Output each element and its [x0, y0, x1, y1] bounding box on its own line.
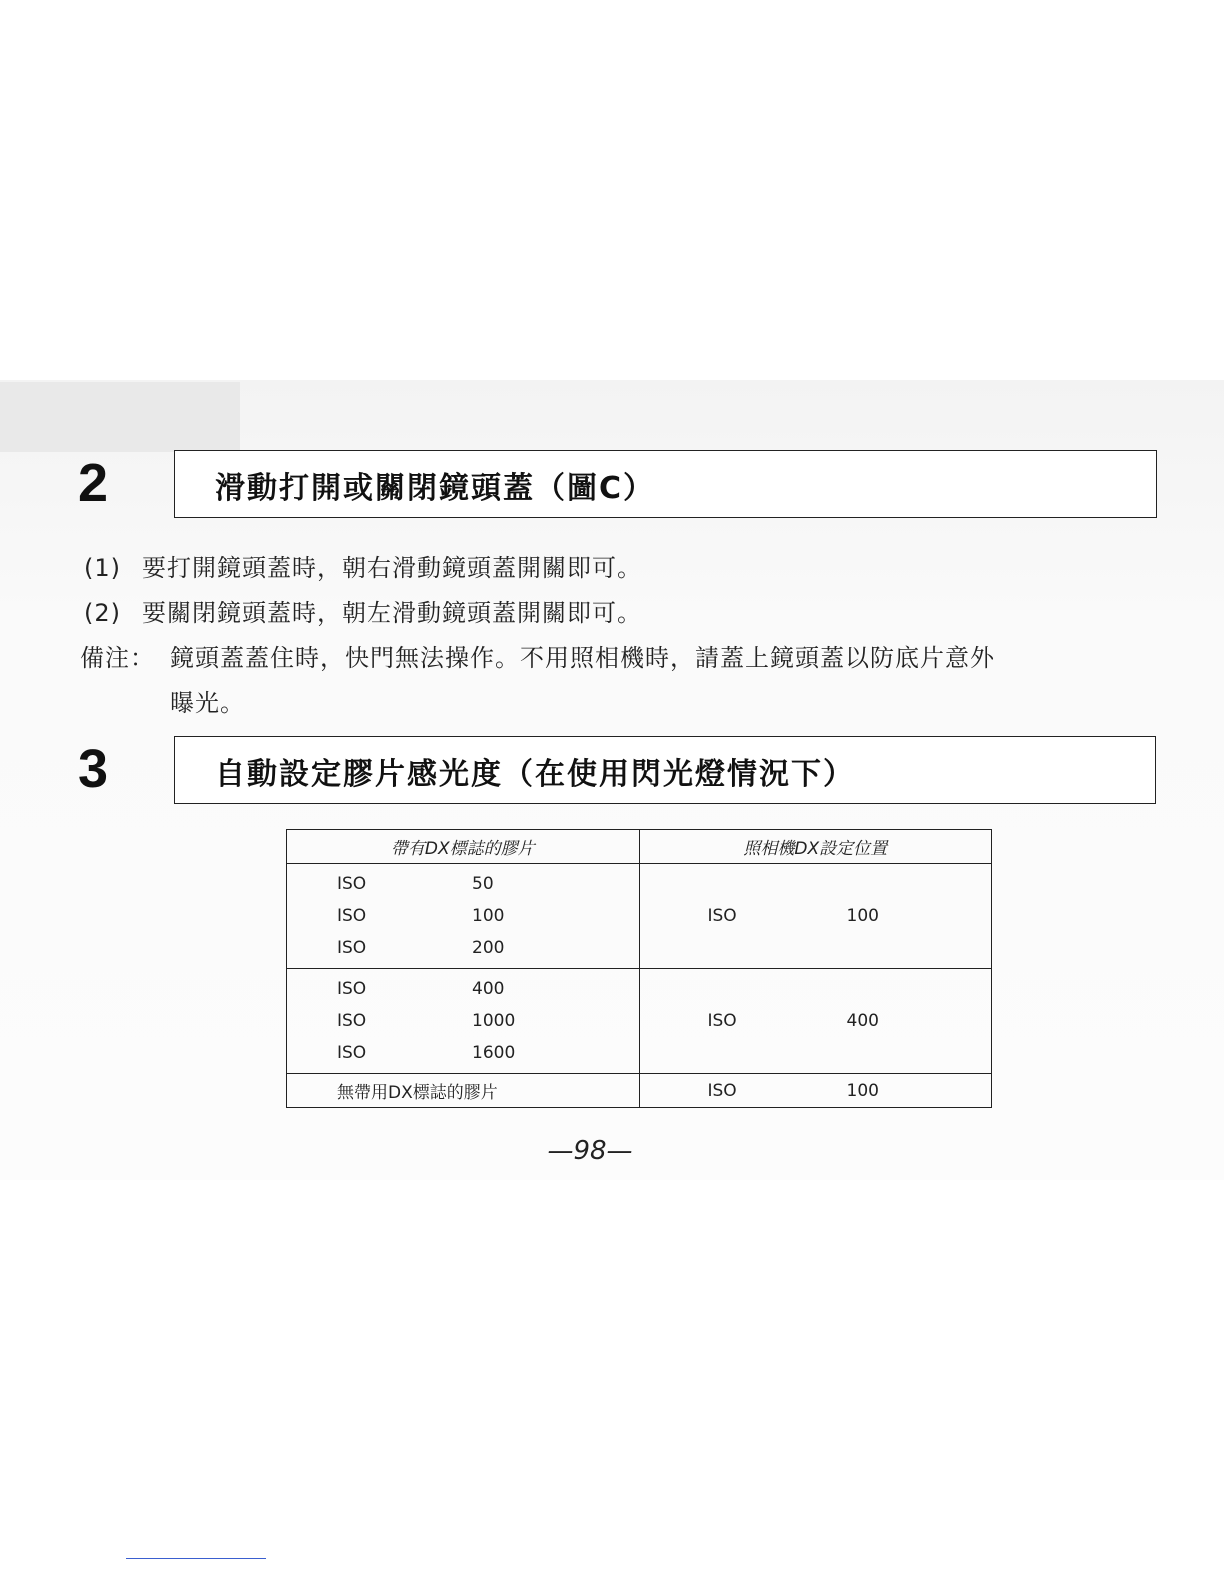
- iso-row: ISO 200: [337, 938, 505, 958]
- table-row: [287, 864, 992, 969]
- table-header-row: [287, 830, 992, 864]
- section-3-title: 自動設定膠片感光度（在使用閃光燈情況下）: [215, 757, 855, 792]
- section-2-number: 2: [78, 453, 109, 513]
- table-row: [287, 969, 992, 1074]
- blue-rule: [126, 1558, 266, 1559]
- item-2-text: 要關閉鏡頭蓋時，朝左滑動鏡頭蓋開關即可。: [142, 599, 642, 627]
- group-1-setting-cell: ISO 100: [639, 864, 992, 969]
- section-2-item-2: [84, 593, 642, 628]
- iso-row: ISO 1600: [337, 1043, 516, 1063]
- iso-row: ISO 100: [337, 906, 505, 926]
- section-3-number: 3: [78, 739, 109, 799]
- group-2-setting-cell: ISO 400: [639, 969, 992, 1074]
- item-1-label: (1): [84, 554, 121, 582]
- section-2-note-line-2: 曝光。: [170, 689, 245, 717]
- dx-setting-table: [286, 829, 992, 1108]
- iso-row: ISO 50: [337, 874, 494, 894]
- header-left: 帶有DX標誌的膠片: [287, 830, 640, 864]
- note-label: 備注：: [80, 644, 155, 672]
- iso-row: ISO 400: [337, 979, 505, 999]
- note-line-1: 鏡頭蓋蓋住時，快門無法操作。不用照相機時，請蓋上鏡頭蓋以防底片意外: [170, 644, 995, 672]
- item-1-text: 要打開鏡頭蓋時，朝右滑動鏡頭蓋開關即可。: [142, 554, 642, 582]
- group-2-film-cell: [287, 969, 640, 1074]
- section-2-note: [80, 638, 995, 673]
- iso-row: ISO 1000: [337, 1011, 516, 1031]
- section-2-title: 滑動打開或關閉鏡頭蓋（圖C）: [215, 471, 656, 506]
- section-2-item-1: [84, 548, 642, 583]
- header-right: 照相機DX設定位置: [639, 830, 992, 864]
- scan-shadow: [0, 382, 240, 452]
- section-3-title-box: [174, 736, 1156, 804]
- section-2-title-box: [174, 450, 1157, 518]
- table-footer-row: [287, 1074, 992, 1108]
- page-number: —98—: [547, 1136, 633, 1166]
- item-2-label: (2): [84, 599, 121, 627]
- footer-setting-cell: ISO 100: [639, 1074, 992, 1108]
- group-1-film-cell: [287, 864, 640, 969]
- footer-left: 無帶用DX標誌的膠片: [287, 1074, 640, 1108]
